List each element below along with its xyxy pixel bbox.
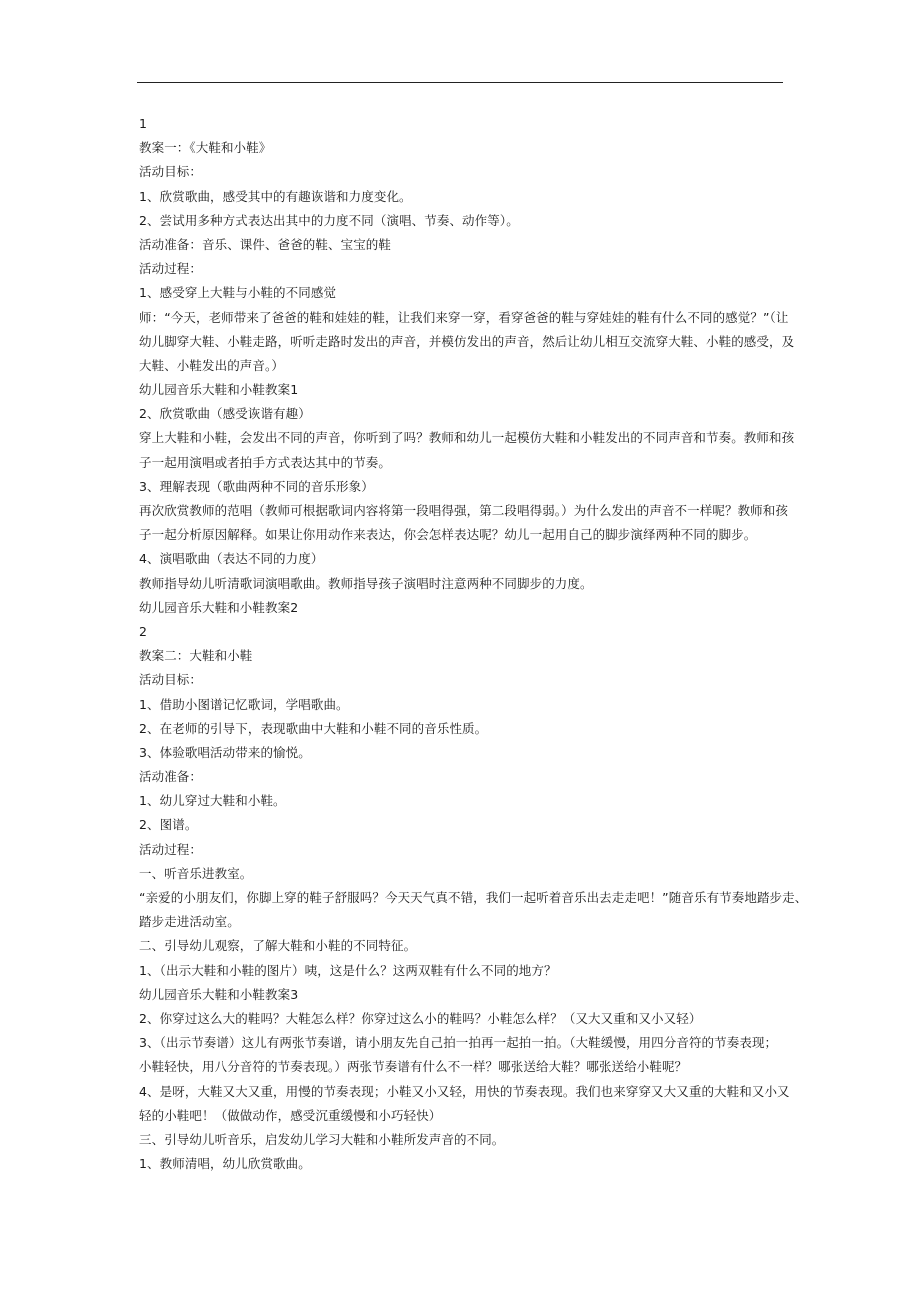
- document-line: 幼儿脚穿大鞋、小鞋走路，听听走路时发出的声音，并模仿发出的声音，然后让幼儿相互交流穿大鞋、小鞋的感受，及: [139, 333, 795, 349]
- document-line: 活动过程：: [139, 261, 203, 277]
- document-line: 1、幼儿穿过大鞋和小鞋。: [139, 793, 286, 809]
- document-line: 4、演唱歌曲（表达不同的力度）: [139, 551, 324, 567]
- header-divider: [137, 82, 783, 83]
- document-line: 2、尝试用多种方式表达出其中的力度不同（演唱、节奏、动作等）。: [139, 212, 519, 228]
- document-line: “亲爱的小朋友们，你脚上穿的鞋子舒服吗？今天天气真不错，我们一起听着音乐出去走走吧！”随音乐有节奏地踏步走、: [139, 890, 808, 905]
- document-line: 2、你穿过这么大的鞋吗？大鞋怎么样？你穿过这么小的鞋吗？小鞋怎么样？（又大又重和又小又轻）: [139, 1010, 702, 1026]
- document-line: 活动准备：音乐、课件、爸爸的鞋、宝宝的鞋: [139, 236, 392, 252]
- document-line: 穿上大鞋和小鞋，会发出不同的声音，你听到了吗？教师和幼儿一起模仿大鞋和小鞋发出的不同声音和节奏。教师和孩: [139, 430, 795, 446]
- document-line: 一、听音乐进教室。: [139, 865, 253, 881]
- document-line: 师：“今天，老师带来了爸爸的鞋和娃娃的鞋，让我们来穿一穿，看穿爸爸的鞋与穿娃娃的鞋有什么不同的感觉？”（让: [139, 309, 789, 325]
- document-body: [139, 112, 808, 1176]
- document-line: 教师指导幼儿听清歌词演唱歌曲。教师指导孩子演唱时注意两种不同脚步的力度。: [139, 575, 593, 591]
- document-line: 3、理解表现（歌曲两种不同的音乐形象）: [139, 478, 374, 494]
- document-line: 1、欣赏歌曲，感受其中的有趣诙谐和力度变化。: [139, 188, 412, 204]
- document-line: 1: [139, 116, 148, 131]
- document-line: 小鞋轻快，用八分音符的节奏表现。）两张节奏谱有什么不一样？哪张送给大鞋？哪张送给小鞋呢？: [139, 1059, 688, 1075]
- document-line: 子一起分析原因解释。如果让你用动作来表达，你会怎样表达呢？幼儿一起用自己的脚步演绎两种不同的脚步。: [139, 527, 757, 543]
- document-line: 3、（出示节奏谱）这儿有两张节奏谱，请小朋友先自己拍一拍再一起拍一拍。（大鞋缓慢，用四分音符的节奏表现；: [139, 1035, 778, 1051]
- document-line: 二、引导幼儿观察，了解大鞋和小鞋的不同特征。: [139, 938, 417, 954]
- document-line: 轻的小鞋吧！（做做动作，感受沉重缓慢和小巧轻快）: [139, 1107, 442, 1123]
- document-line: 3、体验歌唱活动带来的愉悦。: [139, 744, 311, 760]
- document-line: 教案二：大鞋和小鞋: [139, 648, 253, 664]
- document-line: 2、图谱。: [139, 817, 198, 833]
- document-line: 幼儿园音乐大鞋和小鞋教案1: [139, 382, 299, 398]
- document-line: 大鞋、小鞋发出的声音。）: [139, 357, 284, 373]
- document-line: 2: [139, 623, 148, 639]
- document-line: 三、引导幼儿听音乐，启发幼儿学习大鞋和小鞋所发声音的不同。: [139, 1131, 505, 1147]
- document-line: 活动目标：: [139, 672, 203, 688]
- document-line: 活动目标：: [139, 164, 203, 180]
- document-line: 幼儿园音乐大鞋和小鞋教案2: [139, 599, 299, 615]
- document-line: 活动准备：: [139, 769, 203, 785]
- document-line: 1、（出示大鞋和小鞋的图片）咦，这是什么？这两双鞋有什么不同的地方？: [139, 962, 557, 978]
- document-line: 幼儿园音乐大鞋和小鞋教案3: [139, 986, 299, 1002]
- document-line: 活动过程：: [139, 841, 203, 857]
- document-line: 1、感受穿上大鞋与小鞋的不同感觉: [139, 285, 337, 301]
- document-line: 2、在老师的引导下，表现歌曲中大鞋和小鞋不同的音乐性质。: [139, 720, 488, 736]
- document-line: 踏步走进活动室。: [139, 914, 240, 930]
- document-line: 再次欣赏教师的范唱（教师可根据歌词内容将第一段唱得强，第二段唱得弱。）为什么发出的声音不一样呢？教师和孩: [139, 503, 788, 518]
- document-line: 4、是呀，大鞋又大又重，用慢的节奏表现；小鞋又小又轻，用快的节奏表现。我们也来穿穿又大又重的大鞋和又小又: [139, 1083, 790, 1099]
- document-line: 2、欣赏歌曲（感受诙谐有趣）: [139, 406, 311, 422]
- document-line: 子一起用演唱或者拍手方式表达其中的节奏。: [139, 454, 392, 470]
- document-line: 教案一：《大鞋和小鞋》: [139, 140, 272, 156]
- document-line: 1、教师清唱，幼儿欣赏歌曲。: [139, 1156, 311, 1172]
- document-line: 1、借助小图谱记忆歌词，学唱歌曲。: [139, 696, 349, 712]
